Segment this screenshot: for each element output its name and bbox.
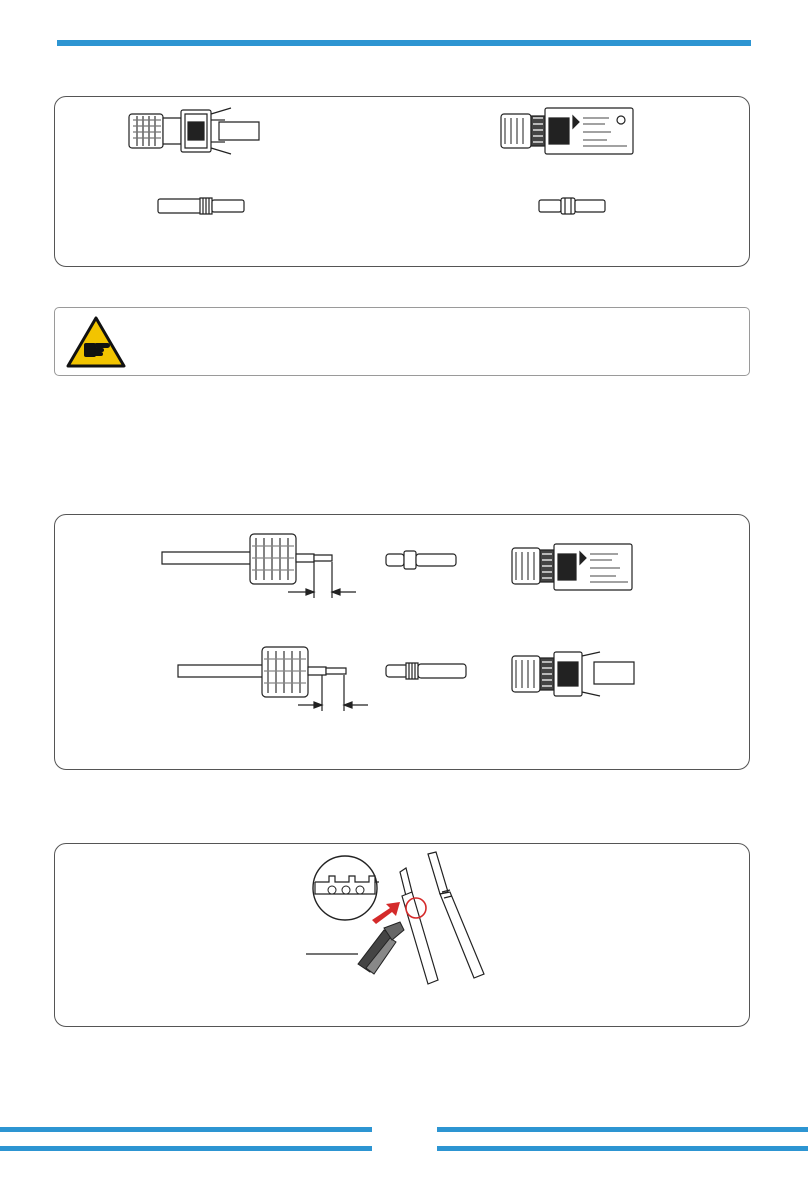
- male-pin-contact-illustration: [156, 196, 248, 216]
- assembled-male-connector-illustration: [508, 648, 638, 702]
- assembled-female-connector-illustration: [508, 538, 636, 596]
- crimp-die-detail-inset: [313, 856, 379, 920]
- cable-strip-diagram-negative: [176, 645, 372, 719]
- footer-bar-right-bottom: [437, 1146, 808, 1151]
- crimping-tool: [358, 922, 404, 974]
- male-connector-illustration: [125, 104, 265, 158]
- cable-strip-diagram-positive: [160, 530, 360, 604]
- contact-on-cable: [400, 868, 438, 984]
- warning-hand-pointer-icon: [66, 316, 126, 368]
- crimped-cable: [428, 852, 484, 978]
- crimp-contact-female-illustration: [384, 549, 460, 571]
- female-connector-illustration: [497, 104, 637, 158]
- female-pin-contact-illustration: [537, 196, 609, 216]
- footer-bar-left-bottom: [0, 1146, 372, 1151]
- header-rule: [57, 40, 751, 46]
- warning-note-text: [140, 322, 730, 362]
- crimping-illustration: [300, 848, 500, 986]
- insert-arrow: [372, 902, 400, 924]
- footer-bar-left-top: [0, 1127, 372, 1132]
- crimp-contact-male-illustration: [384, 660, 470, 682]
- footer-bar-right-top: [437, 1127, 808, 1132]
